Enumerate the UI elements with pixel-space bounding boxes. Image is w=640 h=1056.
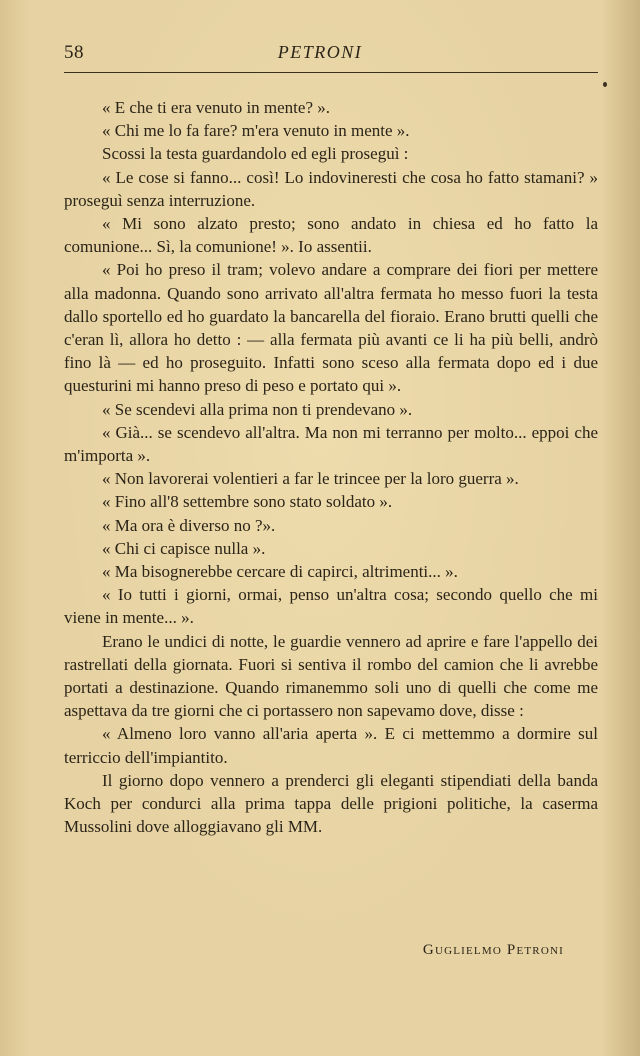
paragraph: Il giorno dopo vennero a prenderci gli eleganti stipendiati della banda Koch per condurci alla prima tappa delle prigioni politiche, la caserma Mussolini dove alloggiavano gli MM. xyxy=(64,770,598,837)
paragraph: « Chi ci capisce nulla ». xyxy=(102,538,266,558)
paragraph: « Se scendevi alla prima non ti prendevano ». xyxy=(102,399,413,419)
author-signature: Guglielmo Petroni xyxy=(422,942,564,958)
running-header xyxy=(0,36,640,68)
paragraph: « Io tutti i giorni, ormai, penso un'altra cosa; secondo quello che mi viene in mente... ». xyxy=(64,585,598,628)
paragraph: « Ma bisognerebbe cercare di capirci, altrimenti... ». xyxy=(102,562,458,582)
paragraph: « E che ti era venuto in mente? ». xyxy=(102,98,330,117)
paragraph: « Ma ora è diverso no ?». xyxy=(102,515,276,535)
paragraph: « Non lavorerai volentieri a far le trincee per la loro guerra ». xyxy=(102,469,519,489)
header-rule xyxy=(64,72,598,73)
paragraph: « Chi me lo fa fare? m'era venuto in mente ». xyxy=(102,121,410,141)
paragraph: « Almeno loro vanno all'aria aperta ». E ci mettemmo a dormire sul terriccio dell'impiantito. xyxy=(64,724,598,767)
body-text xyxy=(64,96,598,839)
paragraph: Erano le undici di notte, le guardie vennero ad aprire e fare l'appello dei rastrellati della giornata. Fuori si sentiva il rombo del camion che li avrebbe portati a destinazione. Quando rimanemmo soli uno di quelli che come me aspettava da tre giorni che ci portassero non sapevamo dove, disse : xyxy=(64,631,598,721)
paragraph: « Già... se scendevo all'altra. Ma non mi terranno per molto... eppoi che m'importa ». xyxy=(64,422,598,466)
paragraph: « Poi ho preso il tram; volevo andare a comprare dei fiori per mettere alla madonna. Quando sono arrivato all'altra fermata ho messo fuori la testa dallo sportello ed ho guardato la bancarella del fioraio. Erano brutti quelli che c'eran lì, allora ho detto : — alla fermata più avanti ce li ha più belli, andrò fino là — ed ho proseguito. Infatti sono sceso alla fermata dopo ed i due questurini mi hanno preso di peso e portato qui ». xyxy=(64,260,598,396)
paragraph: Scossi la testa guardandolo ed egli proseguì : xyxy=(102,144,409,164)
paragraph: « Fino all'8 settembre sono stato soldato ». xyxy=(102,492,393,512)
page-number: 58 xyxy=(64,42,84,63)
ink-speck xyxy=(603,82,607,87)
paragraph: « Le cose si fanno... così! Lo indovineresti che cosa ho fatto stamani? » proseguì senza interruzione. xyxy=(64,167,598,210)
paragraph: « Mi sono alzato presto; sono andato in chiesa ed ho fatto la comunione... Sì, la comunione! ». Io assentii. xyxy=(64,214,598,257)
running-title: PETRONI xyxy=(277,42,363,62)
